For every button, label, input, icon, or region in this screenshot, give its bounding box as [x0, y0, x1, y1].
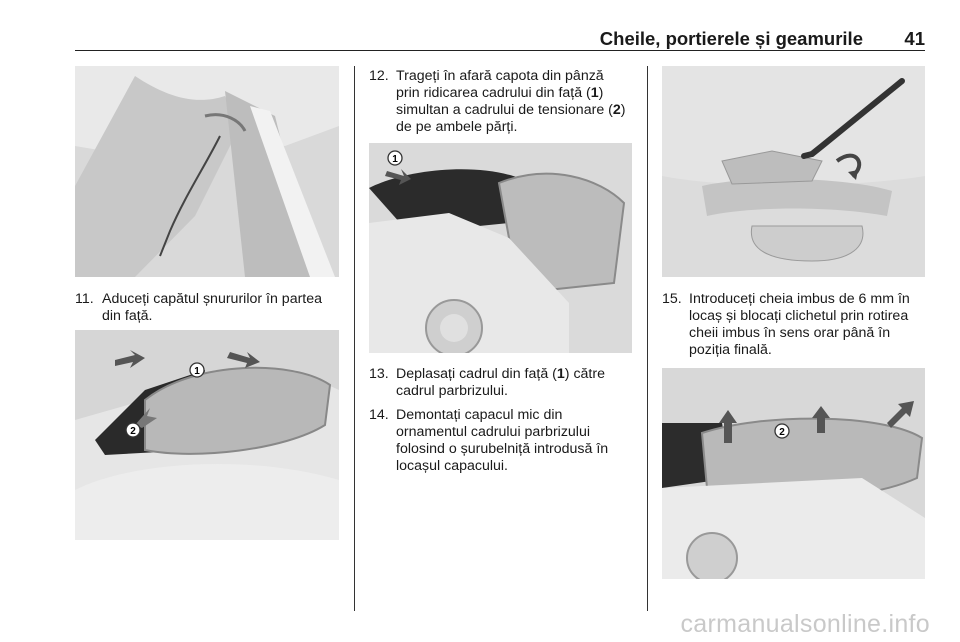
- step-12: 12. Trageți în afară capota din pânză prin ridicarea cadrului din față (1) simultan a cadrului de tensionare (2) de pe ambele părți.: [369, 68, 626, 135]
- step-11: 11. Aduceți capătul șnururilor în partea din față.: [75, 291, 323, 324]
- step-15: 15. Introduceți cheia imbus de 6 mm în locaș și blocați clichetul prin rotirea cheii imbus în sens orar până în poziția finală.: [662, 291, 910, 358]
- page-number: 41: [904, 28, 925, 49]
- callout-1: 1: [392, 154, 398, 165]
- column-divider-left: [354, 66, 355, 611]
- page-title: Cheile, portierele și geamurile: [599, 28, 863, 49]
- callout-2: 2: [779, 427, 785, 438]
- step-13: 13. Deplasați cadrul din față (1) către cadrul parbrizului.: [369, 366, 605, 399]
- column-divider-right: [647, 66, 648, 611]
- illustration-cords-rear: [75, 66, 339, 277]
- illustration-lock-latch: [662, 368, 925, 579]
- illustration-allen-key-headliner: [662, 66, 925, 277]
- illustration-lift-front-frame: [75, 330, 339, 540]
- header-divider: [75, 50, 925, 51]
- callout-1: 1: [194, 366, 200, 377]
- page-header: [75, 28, 925, 52]
- callout-2: 2: [130, 426, 136, 437]
- step-14: 14. Demontați capacul mic din ornamentul cadrului parbrizului folosind o șurubelniță introdusă în locașul capacului.: [369, 407, 609, 474]
- watermark: carmanualsonline.info: [680, 610, 930, 638]
- illustration-open-softtop: [369, 143, 632, 353]
